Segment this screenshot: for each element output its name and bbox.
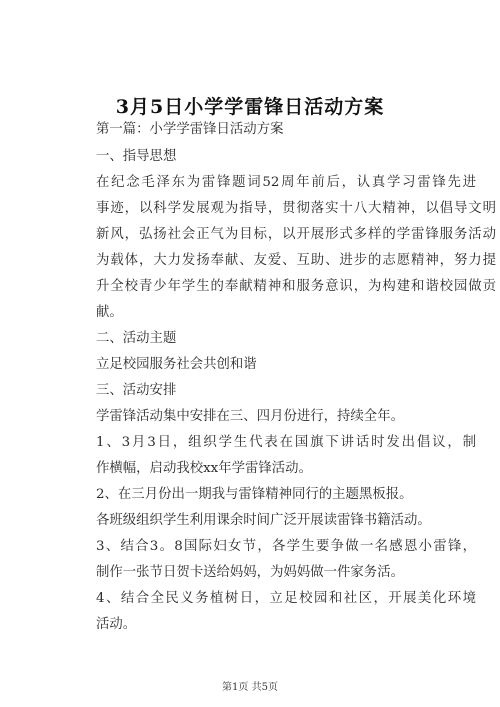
paragraph-line: 升全校青少年学生的奉献精神和服务意识，为构建和谐校园做贡 [96, 279, 496, 294]
section-heading-guiding: 一、指导思想 [96, 149, 177, 164]
paragraph-line: 3、结合3。8国际妇女节，各学生要争做一名感恩小雷锋， [96, 539, 476, 554]
paragraph-line: 为载体，大力发扬奉献、友爱、互助、进步的志愿精神，努力提 [96, 253, 496, 268]
theme-text: 立足校园服务社会共创和谐 [96, 357, 257, 372]
paragraph-line: 各班级组织学生利用课余时间广泛开展读雷锋书籍活动。 [96, 513, 431, 528]
paragraph-line: 新风，弘扬社会正气为目标，以开展形式多样的学雷锋服务活动 [96, 227, 496, 242]
document-title: 3月5日小学学雷锋日活动方案 [115, 96, 385, 118]
paragraph-line: 在纪念毛泽东为雷锋题词52周年前后，认真学习雷锋先进 [96, 175, 476, 190]
paragraph-line: 2、在三月份出一期我与雷锋精神同行的主题黑板报。 [96, 487, 413, 502]
section-heading-part-one: 第一篇：小学学雷锋日活动方案 [96, 122, 284, 137]
section-heading-arrangement: 三、活动安排 [96, 383, 177, 398]
paragraph-line: 4、结合全民义务植树日，立足校园和社区，开展美化环境 [96, 591, 476, 606]
paragraph-line: 献。 [96, 305, 123, 320]
paragraph-line: 作横幅，启动我校xx年学雷锋活动。 [96, 461, 312, 476]
section-heading-theme: 二、活动主题 [96, 331, 177, 346]
page-footer: 第1页 共5页 [222, 682, 278, 693]
paragraph-line: 制作一张节日贺卡送给妈妈，为妈妈做一件家务活。 [96, 565, 404, 580]
paragraph-line: 1、3月3日，组织学生代表在国旗下讲话时发出倡议，制 [96, 435, 476, 450]
paragraph-line: 活动。 [96, 617, 137, 632]
paragraph-line: 学雷锋活动集中安排在三、四月份进行，持续全年。 [96, 409, 404, 424]
paragraph-line: 事迹，以科学发展观为指导，贯彻落实十八大精神，以倡导文明 [96, 201, 496, 216]
